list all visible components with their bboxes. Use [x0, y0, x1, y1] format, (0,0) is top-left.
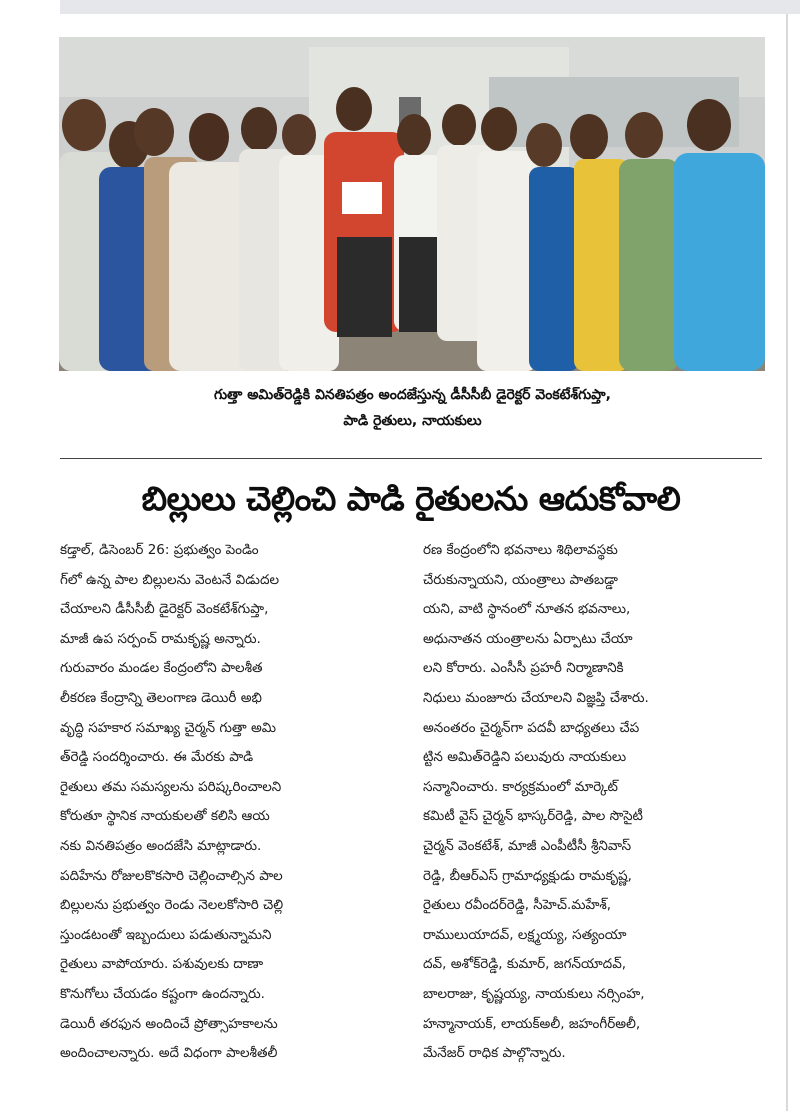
article-line: చేరుకున్నాయని, యంత్రాలు పాతబడ్డా [423, 571, 618, 588]
article-line: రెడ్డి, బీఆర్ఎస్ గ్రామాధ్యక్షుడు రామకృష్ణ, [423, 867, 632, 884]
section-divider [60, 458, 762, 459]
article-line: దవ్, అశోక్‌రెడ్డి, కుమార్, జగన్‌యాదవ్, [423, 956, 627, 973]
article-line: చైర్మన్ వెంకటేశ్, మాజీ ఎంపీటీసీ శ్రీనివాస్ [423, 837, 632, 854]
caption-line: పాడి రైతులు, నాయకులు [343, 413, 482, 429]
article-line: కమిటీ వైస్ చైర్మన్ భాస్కర్‌రెడ్డి, పాల సొసైటీ [423, 808, 643, 825]
article-line: బాలరాజు, కృష్ణయ్య, నాయకులు నర్సింహ, [423, 985, 645, 1002]
article-line: గ్‌లో ఉన్న పాల బిల్లులను వెంటనే విడుదల [60, 571, 280, 588]
article-line: రైతులు తమ సమస్యలను పరిష్కరించాలని [60, 778, 282, 795]
article-line: రాములుయాదవ్, లక్ష్మయ్య, సత్యంయా [423, 926, 627, 943]
article-line: గురువారం మండల కేంద్రంలోని పాలశీత [60, 660, 263, 677]
article-line: డెయిరీ తరఫున అందించే ప్రోత్సాహకాలను [60, 1015, 278, 1032]
article-line: బిల్లులను ప్రభుత్వం రెండు నెలలకోసారి చెల్లి [60, 897, 284, 914]
article-line: నకు వినతిపత్రం అందజేసి మాట్లాడారు. [60, 837, 262, 854]
article-line: పదిహేను రోజులకొకసారి చెల్లించాల్సిన పాల [60, 867, 283, 884]
article-line: రణ కేంద్రంలోని భవనాలు శిథిలావస్థకు [423, 542, 618, 558]
article-line: హన్మానాయక్, లాయక్‌అలీ, జహంగీర్‌అలీ, [423, 1015, 641, 1032]
article-line: అనంతరం చైర్మన్‌గా పదవీ బాధ్యతలు చేప [423, 719, 640, 736]
article-line: త్‌రెడ్డి సందర్శించారు. ఈ మేరకు పాడి [60, 749, 254, 766]
article-line: ట్టిన అమిత్‌రెడ్డిని పలువురు నాయకులు [423, 749, 627, 766]
group-photo-icon [59, 37, 765, 371]
news-photo [59, 37, 765, 371]
article-line: అందించాలన్నారు. అదే విధంగా పాలశీతలీ [60, 1045, 278, 1062]
article-column-left [60, 536, 406, 1069]
article-line: స్తుండటంతో ఇబ్బందులు పడుతున్నామని [60, 926, 272, 943]
page-right-edge [786, 14, 788, 1111]
article-line: రైతులు రవీందర్‌రెడ్డి, సీహెచ్.మహేశ్, [423, 897, 612, 914]
article-line: కడ్తాల్, డిసెంబర్ 26: ప్రభుత్వం పెండిం [60, 542, 259, 558]
page-top-strip [60, 0, 800, 14]
article-line: కొనుగోలు చేయడం కష్టంగా ఉందన్నారు. [60, 985, 265, 1002]
article-line: లీకరణ కేంద్రాన్ని తెలంగాణ డెయిరీ అభి [60, 689, 262, 706]
article-line: యని, వాటి స్థానంలో నూతన భవనాలు, [423, 601, 631, 618]
article-line: లని కోరారు. ఎంసీసీ ప్రహరీ నిర్మాణానికి [423, 660, 624, 677]
article-line: వృద్ధి సహకార సమాఖ్య చైర్మన్ గుత్తా అమి [60, 719, 277, 736]
article-headline: బిల్లులు చెల్లించి పాడి రైతులను ఆదుకోవాలి [141, 479, 681, 518]
photo-caption [60, 382, 765, 434]
article-line: నిధులు మంజూరు చేయాలని విజ్ఞప్తి చేశారు. [423, 689, 649, 706]
caption-line: గుత్తా అమిత్‌రెడ్డికి వినతిపత్రం అందజేస్తున్న డీసీసీబీ డైరెక్టర్ వెంకటేశ్‌గుప్తా, [214, 387, 611, 403]
article-line: మేనేజర్ రాధిక పాల్గొన్నారు. [423, 1045, 566, 1062]
article-line: చేయాలని డీసీసీబీ డైరెక్టర్ వెంకటేశ్‌గుప్తా, [60, 601, 269, 618]
article-column-right [423, 536, 766, 1069]
article-line: కోరుతూ స్థానిక నాయకులతో కలిసి ఆయ [60, 808, 270, 825]
article-line: రైతులు వాపోయారు. పశువులకు దాణా [60, 956, 264, 973]
article-line: అధునాతన యంత్రాలను ఏర్పాటు చేయా [423, 630, 633, 647]
article-line: మాజీ ఉప సర్పంచ్ రామకృష్ణ అన్నారు. [60, 630, 261, 647]
article-line: సన్మానించారు. కార్యక్రమంలో మార్కెట్ [423, 778, 618, 795]
